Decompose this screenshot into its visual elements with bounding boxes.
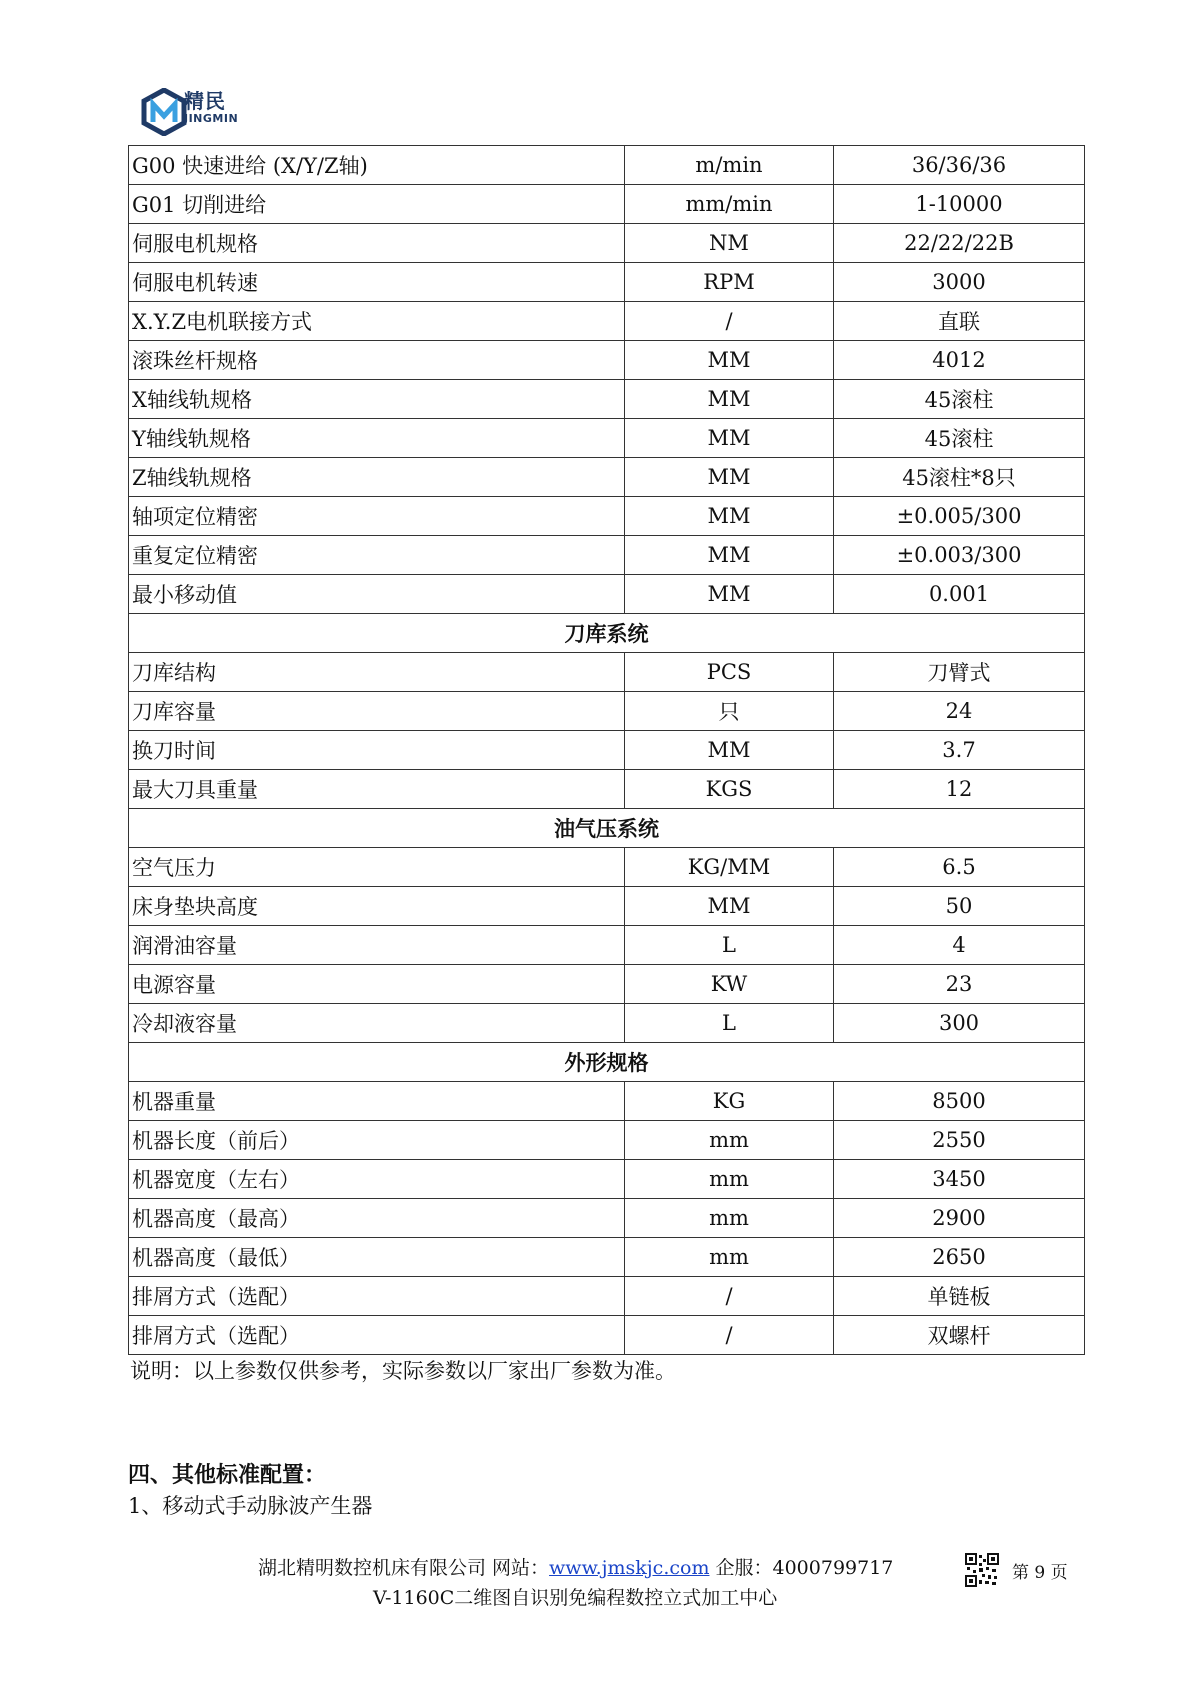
website-link[interactable]: www.jmskjc.com [549,1557,710,1579]
unit-cell: mm [625,1160,834,1199]
unit-cell: MM [625,575,834,614]
value-cell: ±0.003/300 [834,536,1085,575]
param-name-cell: 床身垫块高度 [129,887,625,926]
value-cell: 23 [834,965,1085,1004]
param-name-cell: 排屑方式（选配） [129,1277,625,1316]
unit-cell: KG/MM [625,848,834,887]
section-row [129,1043,1085,1082]
logo-text [184,90,238,126]
value-cell: 24 [834,692,1085,731]
value-cell: 36/36/36 [834,146,1085,185]
table-row [129,185,1085,224]
param-name-cell: 冷却液容量 [129,1004,625,1043]
param-name-cell: 机器长度（前后） [129,1121,625,1160]
table-row [129,731,1085,770]
footer-company: 湖北精明数控机床有限公司 网站： [258,1557,550,1579]
footer-service: 企服：4000799717 [709,1557,894,1579]
param-name-cell: 电源容量 [129,965,625,1004]
unit-cell: NM [625,224,834,263]
value-cell: 12 [834,770,1085,809]
table-row [129,536,1085,575]
table-row [129,965,1085,1004]
param-name-cell: 排屑方式（选配） [129,1316,625,1355]
value-cell: 300 [834,1004,1085,1043]
unit-cell: mm [625,1199,834,1238]
qr-code-icon [965,1553,999,1587]
param-name-cell: 机器宽度（左右） [129,1160,625,1199]
table-row [129,497,1085,536]
value-cell: 1-10000 [834,185,1085,224]
section-header: 油气压系统 [129,809,1085,848]
unit-cell: MM [625,380,834,419]
unit-cell: MM [625,341,834,380]
table-row [129,887,1085,926]
page-number: 第 9 页 [1012,1563,1068,1583]
value-cell: 22/22/22B [834,224,1085,263]
section-row [129,614,1085,653]
unit-cell: / [625,302,834,341]
value-cell: 2900 [834,1199,1085,1238]
unit-cell: 只 [625,692,834,731]
param-name-cell: 伺服电机转速 [129,263,625,302]
unit-cell: MM [625,458,834,497]
param-name-cell: 空气压力 [129,848,625,887]
unit-cell: PCS [625,653,834,692]
table-row [129,770,1085,809]
logo-en: JINGMIN [184,112,239,125]
table-row [129,692,1085,731]
value-cell: 45滚柱 [834,419,1085,458]
unit-cell: / [625,1277,834,1316]
table-row [129,263,1085,302]
footer-product: V-1160C二维图自识别免编程数控立式加工中心 [373,1587,778,1609]
param-name-cell: 机器高度（最高） [129,1199,625,1238]
table-row [129,146,1085,185]
unit-cell: mm [625,1121,834,1160]
value-cell: 50 [834,887,1085,926]
value-cell: 4 [834,926,1085,965]
param-name-cell: 最小移动值 [129,575,625,614]
table-row [129,575,1085,614]
value-cell: 3450 [834,1160,1085,1199]
table-row [129,1082,1085,1121]
value-cell: 3.7 [834,731,1085,770]
table-row [129,458,1085,497]
table-row [129,1277,1085,1316]
param-name-cell: Z轴线轨规格 [129,458,625,497]
param-name-cell: 刀库结构 [129,653,625,692]
value-cell: 3000 [834,263,1085,302]
param-name-cell: 换刀时间 [129,731,625,770]
table-row [129,1316,1085,1355]
value-cell: 4012 [834,341,1085,380]
value-cell: 双螺杆 [834,1316,1085,1355]
table-row [129,341,1085,380]
value-cell: 8500 [834,1082,1085,1121]
param-name-cell: 滚珠丝杆规格 [129,341,625,380]
unit-cell: L [625,926,834,965]
table-row [129,419,1085,458]
footer-line1 [258,1553,893,1580]
param-name-cell: 最大刀具重量 [129,770,625,809]
table-row [129,302,1085,341]
unit-cell: MM [625,497,834,536]
table-row [129,848,1085,887]
unit-cell: MM [625,731,834,770]
unit-cell: mm [625,1238,834,1277]
table-row [129,926,1085,965]
section-row [129,809,1085,848]
unit-cell: L [625,1004,834,1043]
unit-cell: RPM [625,263,834,302]
param-name-cell: 重复定位精密 [129,536,625,575]
param-name-cell: 伺服电机规格 [129,224,625,263]
table-row [129,1004,1085,1043]
table-row [129,1121,1085,1160]
param-name-cell: X.Y.Z电机联接方式 [129,302,625,341]
param-name-cell: 机器高度（最低） [129,1238,625,1277]
unit-cell: m/min [625,146,834,185]
table-row [129,1160,1085,1199]
value-cell: 6.5 [834,848,1085,887]
table-row [129,1199,1085,1238]
param-name-cell: 刀库容量 [129,692,625,731]
section4-item: 1、移动式手动脉波产生器 [128,1494,373,1518]
note-text: 说明：以上参数仅供参考，实际参数以厂家出厂参数为准。 [130,1359,676,1383]
spec-table-body [129,146,1085,1355]
unit-cell: mm/min [625,185,834,224]
table-row [129,224,1085,263]
unit-cell: MM [625,887,834,926]
param-name-cell: Y轴线轨规格 [129,419,625,458]
unit-cell: / [625,1316,834,1355]
table-row [129,1238,1085,1277]
param-name-cell: 机器重量 [129,1082,625,1121]
unit-cell: MM [625,419,834,458]
value-cell: 2650 [834,1238,1085,1277]
param-name-cell: 润滑油容量 [129,926,625,965]
param-name-cell: G01 切削进给 [129,185,625,224]
section4-title: 四、其他标准配置： [128,1463,327,1488]
value-cell: 直联 [834,302,1085,341]
table-row [129,653,1085,692]
value-cell: ±0.005/300 [834,497,1085,536]
unit-cell: KG [625,1082,834,1121]
param-name-cell: 轴项定位精密 [129,497,625,536]
unit-cell: KW [625,965,834,1004]
param-name-cell: G00 快速进给 (X/Y/Z轴) [129,146,625,185]
unit-cell: MM [625,536,834,575]
logo-cn: 精民 [184,89,226,113]
param-name-cell: X轴线轨规格 [129,380,625,419]
value-cell: 2550 [834,1121,1085,1160]
spec-table [128,145,1085,1355]
table-row [129,380,1085,419]
value-cell: 单链板 [834,1277,1085,1316]
section-header: 刀库系统 [129,614,1085,653]
value-cell: 45滚柱*8只 [834,458,1085,497]
value-cell: 刀臂式 [834,653,1085,692]
unit-cell: KGS [625,770,834,809]
value-cell: 45滚柱 [834,380,1085,419]
value-cell: 0.001 [834,575,1085,614]
section-header: 外形规格 [129,1043,1085,1082]
